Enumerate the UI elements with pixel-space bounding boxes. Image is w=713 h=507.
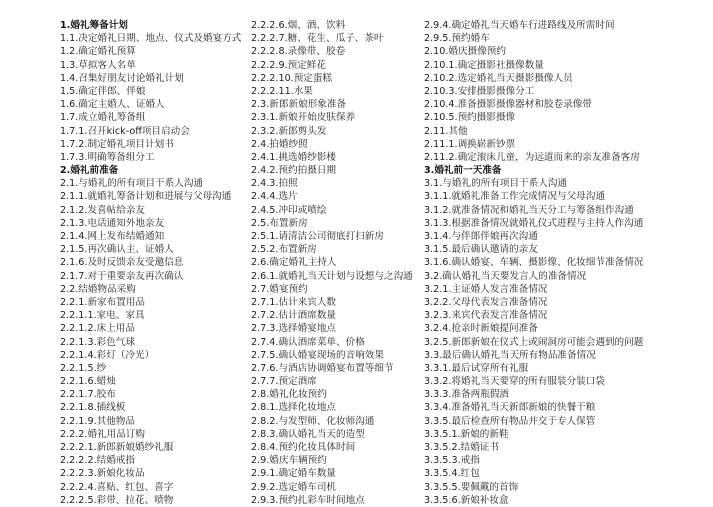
outline-item: 2.6.1.就婚礼当天计划与设想与之沟通 bbox=[251, 270, 413, 282]
outline-item: 2.9.3.预约扎彩车时间地点 bbox=[251, 494, 365, 506]
outline-item: 2.4.2.预约拍摄日期 bbox=[251, 165, 337, 177]
outline-item: 1.7.2.制定婚礼项目计划书 bbox=[60, 138, 174, 150]
outline-item: 2.10.4.准备摄影摄像器材和胶卷录像带 bbox=[424, 99, 592, 111]
outline-item: 2.8.3.确认婚礼当天的造型 bbox=[251, 428, 365, 440]
outline-item: 3.3.最后确认婚礼当天所有物品准备情况 bbox=[424, 349, 596, 361]
outline-item: 2.7.婚宴预约 bbox=[251, 283, 308, 295]
outline-item: 3.3.5.5.要佩戴的首饰 bbox=[424, 481, 519, 493]
outline-column-3 bbox=[424, 19, 656, 507]
outline-item: 2.2.1.2.床上用品 bbox=[60, 323, 135, 335]
outline-item: 2.2.1.9.其他物品 bbox=[60, 415, 135, 427]
outline-item: 2.11.其他 bbox=[424, 125, 468, 137]
outline-item: 2.2.2.婚礼用品订购 bbox=[60, 428, 146, 440]
outline-item: 2.2.2.8.录像带、胶卷 bbox=[251, 46, 346, 58]
outline-item: 2.1.5.再次确认主、证婚人 bbox=[60, 244, 174, 256]
outline-item: 2.7.1.估计来宾人数 bbox=[251, 296, 337, 308]
outline-item: 3.3.5.4.红包 bbox=[424, 468, 480, 480]
outline-item: 2.2.1.8.插线板 bbox=[60, 402, 126, 414]
outline-item: 3.3.5.最后检查所有物品并交于专人保管 bbox=[424, 415, 596, 427]
outline-item: 2.7.6.与酒店协调婚宴布置等细节 bbox=[251, 362, 394, 374]
outline-item: 2.1.6.及时反馈亲友受邀信息 bbox=[60, 257, 184, 269]
section-heading: 2.婚礼前准备 bbox=[60, 165, 119, 177]
outline-item: 2.2.2.4.喜贴、红包、喜字 bbox=[60, 481, 174, 493]
outline-item: 2.2.2.9.预定鲜花 bbox=[251, 59, 326, 71]
outline-item: 2.6.确定婚礼主持人 bbox=[251, 257, 337, 269]
outline-item: 3.3.4.准备婚礼当天新郎新娘的快餐干粮 bbox=[424, 402, 596, 414]
outline-item: 1.7.3.明确筹备组分工 bbox=[60, 151, 155, 163]
outline-item: 2.3.1.新娘开始皮肤保养 bbox=[251, 112, 356, 124]
outline-item: 2.5.2.布置新房 bbox=[251, 244, 317, 256]
outline-item: 3.3.5.3.戒指 bbox=[424, 455, 480, 467]
outline-item: 3.3.3.准备两瓶假酒 bbox=[424, 389, 510, 401]
outline-item: 2.8.1.选择化妆地点 bbox=[251, 402, 337, 414]
outline-item: 2.2.2.3.新娘化妆品 bbox=[60, 468, 145, 480]
outline-item: 3.1.4.与伴郎伴娘再次沟通 bbox=[424, 231, 538, 242]
outline-item: 2.1.1.就婚礼筹备计划和进展与父母沟通 bbox=[60, 191, 232, 203]
outline-item: 3.1.2.就准备情况和婚礼当天分工与筹备组作沟通 bbox=[424, 204, 634, 216]
outline-item: 2.10.2.选定婚礼当天摄影摄像人员 bbox=[424, 72, 573, 84]
outline-item: 2.5.1.请清洁公司彻底打扫新房 bbox=[251, 231, 384, 242]
outline-item: 2.4.4.选片 bbox=[251, 191, 298, 203]
outline-item: 2.10.3.安排摄影摄像分工 bbox=[424, 85, 535, 97]
outline-item: 3.2.1.主证婚人发言准备情况 bbox=[424, 283, 548, 295]
outline-item: 2.2.结婚物品采购 bbox=[60, 283, 136, 295]
outline-item: 2.2.2.10.预定蛋糕 bbox=[251, 72, 333, 84]
outline-item: 2.2.2.6.烟、酒、饮料 bbox=[251, 20, 346, 31]
outline-item: 2.5.布置新房 bbox=[251, 217, 308, 229]
outline-item: 2.11.2.确定滚床儿童，为远道而来的亲友准备客房 bbox=[424, 151, 640, 163]
outline-item: 1.7.成立婚礼筹备组 bbox=[60, 112, 146, 124]
outline-item: 2.10.婚庆摄像预约 bbox=[424, 46, 506, 58]
section-heading: 1.婚礼筹备计划 bbox=[60, 20, 128, 31]
outline-item: 2.4.1.挑选婚纱影楼 bbox=[251, 151, 337, 163]
outline-item: 2.10.5.预约摄影摄像 bbox=[424, 112, 516, 124]
outline-item: 2.3.新郎新娘形象准备 bbox=[251, 99, 347, 111]
outline-item: 2.1.7.对于重要亲友再次确认 bbox=[60, 270, 184, 282]
outline-item: 2.2.1.7.胶布 bbox=[60, 389, 116, 401]
outline-item: 2.1.与婚礼的所有项目干系人沟通 bbox=[60, 178, 204, 190]
outline-item: 2.4.5.冲印或喷绘 bbox=[251, 204, 327, 216]
outline-item: 2.2.1.5.纱 bbox=[60, 362, 107, 374]
outline-item: 1.1.决定婚礼日期、地点、仪式及婚宴方式 bbox=[60, 33, 242, 45]
outline-column-2 bbox=[251, 19, 423, 507]
outline-item: 2.7.2.估计酒席数量 bbox=[251, 310, 337, 322]
outline-item: 2.9.4.确定婚礼当天婚车行进路线及所需时间 bbox=[424, 20, 615, 31]
outline-item: 3.3.2.将婚礼当天要穿的所有服装分装口袋 bbox=[424, 376, 605, 388]
outline-item: 2.1.2.发喜帖给亲友 bbox=[60, 204, 146, 216]
outline-item: 2.2.1.3.彩色气球 bbox=[60, 336, 135, 348]
outline-item: 2.8.4.预约化妆具体时间 bbox=[251, 442, 356, 453]
outline-item: 3.1.6.确认婚宴、车辆、摄影像、化妆细节准备情况 bbox=[424, 257, 644, 269]
outline-item: 3.2.3.来宾代表发言准备情况 bbox=[424, 310, 548, 322]
outline-item: 2.2.2.1.新郎新娘婚纱礼服 bbox=[60, 442, 174, 453]
outline-item: 3.1.3.根据准备情况就婚礼仪式进程与主持人作沟通 bbox=[424, 217, 644, 229]
outline-item: 2.2.1.1.家电、家具 bbox=[60, 310, 145, 322]
outline-item: 2.8.2.与发型师、化妆师沟通 bbox=[251, 415, 375, 427]
outline-item: 2.2.1.6.蜡烛 bbox=[60, 376, 116, 388]
outline-item: 3.1.与婚礼的所有项目干系人沟通 bbox=[424, 178, 568, 190]
outline-item: 2.2.1.新家布置用品 bbox=[60, 296, 146, 308]
outline-item: 2.11.1.调换崭新钞票 bbox=[424, 138, 516, 150]
outline-item: 2.8.婚礼化妆预约 bbox=[251, 389, 327, 401]
outline-item: 3.1.1.就婚礼准备工作完成情况与父母沟通 bbox=[424, 191, 605, 203]
outline-item: 2.1.3.电话通知外地亲友 bbox=[60, 217, 165, 229]
outline-item: 1.2.确定婚礼预算 bbox=[60, 46, 136, 58]
outline-item: 2.2.1.4.彩灯（冷光） bbox=[60, 349, 155, 361]
outline-item: 2.9.1.确定婚车数量 bbox=[251, 468, 337, 480]
outline-item: 3.2.4.抢亲时新娘提问准备 bbox=[424, 323, 538, 335]
outline-item: 2.4.3.拍照 bbox=[251, 178, 298, 190]
outline-item: 2.7.5.确认婚宴现场的音响效果 bbox=[251, 349, 384, 361]
outline-item: 1.7.1.召开kick-off项目启动会 bbox=[60, 125, 190, 137]
section-heading: 3.婚礼前一天准备 bbox=[424, 165, 502, 177]
outline-item: 3.2.5.新郎新娘在仪式上或闹洞房可能会遇到的问题 bbox=[424, 336, 644, 348]
outline-item: 2.10.1.确定摄影社摄像数量 bbox=[424, 59, 544, 71]
outline-item: 3.2.确认婚礼当天要发言人的准备情况 bbox=[424, 270, 587, 282]
outline-item: 2.1.4.网上发布结婚通知 bbox=[60, 231, 165, 242]
outline-item: 2.2.2.11.水果 bbox=[251, 85, 313, 97]
outline-item: 1.4.召集好朋友讨论婚礼计划 bbox=[60, 72, 184, 84]
outline-item: 3.1.5.最后确认邀请的亲友 bbox=[424, 244, 538, 256]
outline-item: 3.3.5.2.结婚证书 bbox=[424, 442, 499, 453]
outline-item: 2.9.2.选定婚车司机 bbox=[251, 481, 337, 493]
outline-item: 2.2.2.2.结婚戒指 bbox=[60, 455, 135, 467]
outline-item: 2.9.5.预约婚车 bbox=[424, 33, 490, 45]
outline-item: 2.4.拍婚纱照 bbox=[251, 138, 308, 150]
outline-item: 2.2.2.5.彩带、拉花、喷物 bbox=[60, 494, 174, 506]
outline-item: 2.9.婚庆车辆预约 bbox=[251, 455, 327, 467]
outline-item: 2.3.2.新郎剪头发 bbox=[251, 125, 327, 137]
outline-item: 3.3.5.6.新娘补妆盒 bbox=[424, 494, 509, 506]
outline-column-1 bbox=[60, 19, 248, 507]
outline-item: 3.3.1.最后试穿所有礼服 bbox=[424, 362, 529, 374]
outline-item: 2.7.3.选择婚宴地点 bbox=[251, 323, 337, 335]
outline-item: 1.6.确定主婚人、证婚人 bbox=[60, 99, 165, 111]
outline-item: 3.3.5.1.新娘的新鞋 bbox=[424, 428, 509, 440]
outline-item: 3.2.2.父母代表发言准备情况 bbox=[424, 296, 548, 308]
outline-item: 1.5.确定伴郎、伴娘 bbox=[60, 85, 146, 97]
outline-item: 2.7.7.预定酒席 bbox=[251, 376, 317, 388]
outline-item: 2.7.4.确认酒席菜单、价格 bbox=[251, 336, 365, 348]
outline-item: 1.3.草拟客人名单 bbox=[60, 59, 136, 71]
outline-item: 2.2.2.7.糖、花生、瓜子、茶叶 bbox=[251, 33, 384, 45]
